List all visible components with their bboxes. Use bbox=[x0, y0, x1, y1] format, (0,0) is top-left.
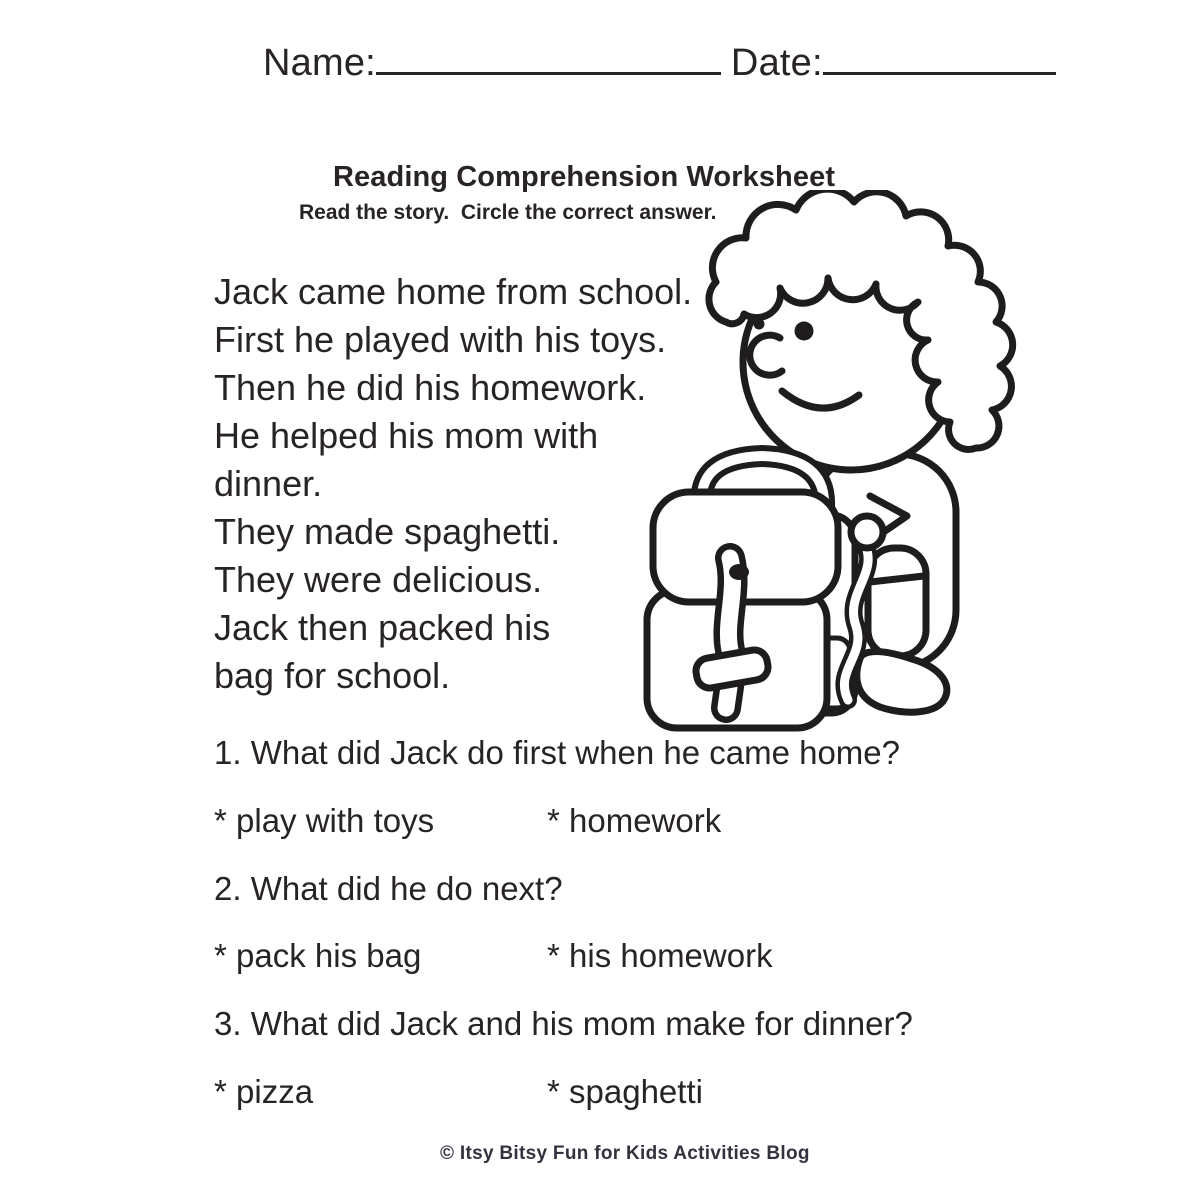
story-text bbox=[214, 268, 692, 700]
backpack-buckle bbox=[729, 564, 749, 580]
name-label: Name: bbox=[263, 42, 376, 84]
date-field-line bbox=[823, 64, 1056, 75]
instructions-text: Read the story. Circle the correct answer. bbox=[299, 201, 717, 224]
name-date-row bbox=[263, 42, 1056, 85]
boy-eye-right bbox=[795, 322, 814, 341]
story-line: Jack came home from school. bbox=[214, 271, 693, 312]
page-title: Reading Comprehension Worksheet bbox=[333, 161, 836, 193]
story-line: dinner. bbox=[214, 463, 323, 504]
question-2-options bbox=[214, 937, 974, 975]
story-line: First he played with his toys. bbox=[214, 319, 667, 360]
date-label: Date: bbox=[730, 42, 823, 84]
name-field-line bbox=[376, 64, 721, 75]
story-line: bag for school. bbox=[214, 655, 451, 696]
boy-with-backpack-illustration bbox=[640, 190, 1020, 740]
answer-option: * play with toys bbox=[214, 802, 435, 839]
boy-shoe bbox=[857, 652, 947, 713]
story-line: Jack then packed his bbox=[214, 607, 551, 648]
answer-option: * pack his bag bbox=[214, 937, 422, 974]
boy-hand bbox=[851, 516, 883, 548]
answer-option: * his homework bbox=[547, 937, 773, 974]
answer-option: * spaghetti bbox=[547, 1073, 703, 1110]
story-line: Then he did his homework. bbox=[214, 367, 647, 408]
story-line: They were delicious. bbox=[214, 559, 543, 600]
copyright-credit: © Itsy Bitsy Fun for Kids Activities Blog bbox=[440, 1143, 810, 1164]
question-3-options bbox=[214, 1073, 974, 1111]
answer-option: * homework bbox=[547, 802, 722, 839]
answer-option: * pizza bbox=[214, 1073, 314, 1110]
story-line: He helped his mom with bbox=[214, 415, 599, 456]
story-line: They made spaghetti. bbox=[214, 511, 561, 552]
question-1: 1. What did Jack do first when he came home? bbox=[214, 734, 901, 771]
question-2: 2. What did he do next? bbox=[214, 870, 563, 907]
question-3: 3. What did Jack and his mom make for dinner? bbox=[214, 1005, 913, 1042]
question-1-options bbox=[214, 802, 974, 840]
